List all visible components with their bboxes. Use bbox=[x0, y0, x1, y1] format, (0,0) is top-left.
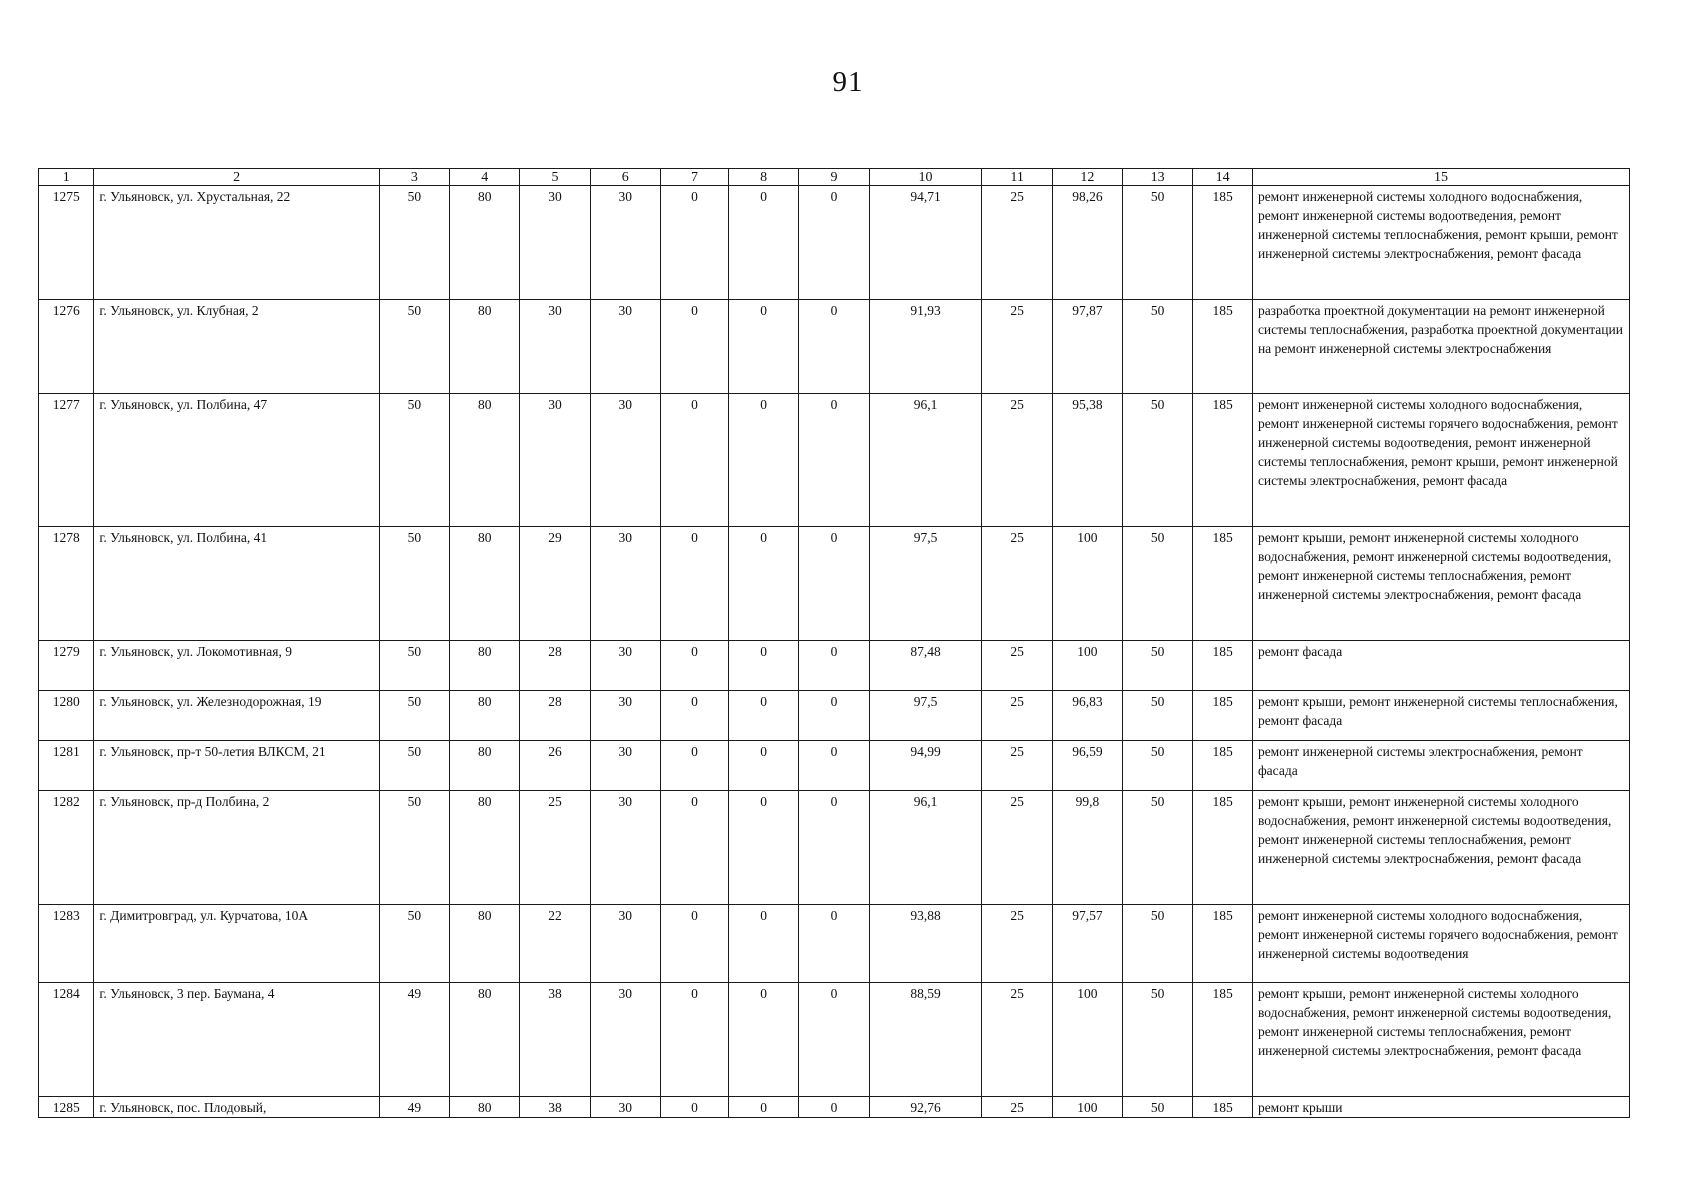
works-table bbox=[38, 168, 1630, 1118]
value-cell: 80 bbox=[450, 641, 520, 691]
value-cell: 80 bbox=[450, 691, 520, 741]
table-row bbox=[39, 394, 1630, 527]
column-header: 6 bbox=[590, 169, 660, 186]
column-header: 14 bbox=[1193, 169, 1253, 186]
value-cell: 28 bbox=[520, 641, 590, 691]
value-cell: 0 bbox=[660, 791, 728, 905]
value-cell: 88,59 bbox=[869, 983, 982, 1097]
works-cell: разработка проектной документации на ремонт инженерной системы теплоснабжения, разработка проектной документации на ремонт инженерной системы электроснабжения bbox=[1252, 300, 1629, 394]
row-number-cell: 1282 bbox=[39, 791, 94, 905]
value-cell: 97,5 bbox=[869, 691, 982, 741]
value-cell: 0 bbox=[660, 186, 728, 300]
value-cell: 30 bbox=[590, 527, 660, 641]
row-number-cell: 1276 bbox=[39, 300, 94, 394]
address-cell: г. Ульяновск, ул. Клубная, 2 bbox=[94, 300, 379, 394]
value-cell: 100 bbox=[1052, 983, 1122, 1097]
value-cell: 25 bbox=[982, 691, 1052, 741]
value-cell: 96,1 bbox=[869, 394, 982, 527]
value-cell: 30 bbox=[590, 1097, 660, 1118]
value-cell: 0 bbox=[799, 691, 869, 741]
value-cell: 25 bbox=[520, 791, 590, 905]
row-number-cell: 1280 bbox=[39, 691, 94, 741]
value-cell: 50 bbox=[1123, 1097, 1193, 1118]
value-cell: 80 bbox=[450, 186, 520, 300]
column-header: 2 bbox=[94, 169, 379, 186]
value-cell: 185 bbox=[1193, 983, 1253, 1097]
column-header: 13 bbox=[1123, 169, 1193, 186]
value-cell: 25 bbox=[982, 741, 1052, 791]
table-row bbox=[39, 1097, 1630, 1118]
value-cell: 49 bbox=[379, 983, 449, 1097]
value-cell: 185 bbox=[1193, 791, 1253, 905]
table-row bbox=[39, 300, 1630, 394]
column-header: 3 bbox=[379, 169, 449, 186]
value-cell: 80 bbox=[450, 394, 520, 527]
address-cell: г. Ульяновск, ул. Полбина, 47 bbox=[94, 394, 379, 527]
row-number-cell: 1284 bbox=[39, 983, 94, 1097]
value-cell: 30 bbox=[520, 394, 590, 527]
header-row bbox=[39, 169, 1630, 186]
value-cell: 0 bbox=[729, 983, 799, 1097]
value-cell: 50 bbox=[1123, 394, 1193, 527]
works-cell: ремонт инженерной системы электроснабжения, ремонт фасада bbox=[1252, 741, 1629, 791]
value-cell: 80 bbox=[450, 791, 520, 905]
row-number-cell: 1281 bbox=[39, 741, 94, 791]
page-number: 91 bbox=[832, 66, 864, 98]
address-cell: г. Ульяновск, пос. Плодовый, bbox=[94, 1097, 379, 1118]
row-number-cell: 1285 bbox=[39, 1097, 94, 1118]
value-cell: 0 bbox=[660, 691, 728, 741]
value-cell: 97,87 bbox=[1052, 300, 1122, 394]
table-row bbox=[39, 691, 1630, 741]
value-cell: 185 bbox=[1193, 527, 1253, 641]
value-cell: 0 bbox=[729, 905, 799, 983]
value-cell: 0 bbox=[660, 394, 728, 527]
column-header: 4 bbox=[450, 169, 520, 186]
value-cell: 185 bbox=[1193, 186, 1253, 300]
value-cell: 185 bbox=[1193, 691, 1253, 741]
value-cell: 25 bbox=[982, 186, 1052, 300]
value-cell: 80 bbox=[450, 983, 520, 1097]
row-number-cell: 1283 bbox=[39, 905, 94, 983]
value-cell: 30 bbox=[590, 905, 660, 983]
address-cell: г. Ульяновск, пр-т 50-летия ВЛКСМ, 21 bbox=[94, 741, 379, 791]
value-cell: 80 bbox=[450, 1097, 520, 1118]
value-cell: 30 bbox=[520, 300, 590, 394]
value-cell: 0 bbox=[799, 905, 869, 983]
address-cell: г. Ульяновск, ул. Полбина, 41 bbox=[94, 527, 379, 641]
value-cell: 0 bbox=[799, 641, 869, 691]
value-cell: 92,76 bbox=[869, 1097, 982, 1118]
table-row bbox=[39, 905, 1630, 983]
value-cell: 0 bbox=[729, 791, 799, 905]
row-number-cell: 1277 bbox=[39, 394, 94, 527]
works-cell: ремонт крыши, ремонт инженерной системы холодного водоснабжения, ремонт инженерной системы водоотведения, ремонт инженерной системы теплоснабжения, ремонт инженерной системы электроснабжения, ремонт фасада bbox=[1252, 791, 1629, 905]
column-header: 10 bbox=[869, 169, 982, 186]
value-cell: 25 bbox=[982, 983, 1052, 1097]
value-cell: 30 bbox=[590, 691, 660, 741]
value-cell: 30 bbox=[590, 641, 660, 691]
value-cell: 97,5 bbox=[869, 527, 982, 641]
value-cell: 80 bbox=[450, 300, 520, 394]
value-cell: 0 bbox=[660, 1097, 728, 1118]
value-cell: 26 bbox=[520, 741, 590, 791]
works-cell: ремонт фасада bbox=[1252, 641, 1629, 691]
value-cell: 0 bbox=[799, 741, 869, 791]
value-cell: 96,83 bbox=[1052, 691, 1122, 741]
value-cell: 0 bbox=[799, 394, 869, 527]
value-cell: 80 bbox=[450, 905, 520, 983]
value-cell: 50 bbox=[379, 527, 449, 641]
value-cell: 25 bbox=[982, 527, 1052, 641]
value-cell: 49 bbox=[379, 1097, 449, 1118]
table-row bbox=[39, 527, 1630, 641]
value-cell: 100 bbox=[1052, 1097, 1122, 1118]
column-header: 9 bbox=[799, 169, 869, 186]
value-cell: 50 bbox=[1123, 983, 1193, 1097]
value-cell: 0 bbox=[799, 1097, 869, 1118]
value-cell: 25 bbox=[982, 641, 1052, 691]
value-cell: 185 bbox=[1193, 905, 1253, 983]
value-cell: 0 bbox=[799, 791, 869, 905]
value-cell: 28 bbox=[520, 691, 590, 741]
works-cell: ремонт инженерной системы холодного водоснабжения, ремонт инженерной системы горячего водоснабжения, ремонт инженерной системы водоотведения, ремонт инженерной системы теплоснабжения, ремонт крыши, ремонт инженерной системы электроснабжения, ремонт фасада bbox=[1252, 394, 1629, 527]
value-cell: 50 bbox=[1123, 527, 1193, 641]
value-cell: 185 bbox=[1193, 741, 1253, 791]
table-row bbox=[39, 791, 1630, 905]
value-cell: 0 bbox=[729, 394, 799, 527]
value-cell: 0 bbox=[799, 186, 869, 300]
value-cell: 30 bbox=[590, 741, 660, 791]
column-header: 11 bbox=[982, 169, 1052, 186]
address-cell: г. Ульяновск, ул. Железнодорожная, 19 bbox=[94, 691, 379, 741]
value-cell: 100 bbox=[1052, 527, 1122, 641]
value-cell: 50 bbox=[1123, 300, 1193, 394]
value-cell: 50 bbox=[379, 186, 449, 300]
value-cell: 94,99 bbox=[869, 741, 982, 791]
value-cell: 50 bbox=[379, 300, 449, 394]
value-cell: 0 bbox=[729, 641, 799, 691]
address-cell: г. Ульяновск, ул. Хрустальная, 22 bbox=[94, 186, 379, 300]
address-cell: г. Ульяновск, ул. Локомотивная, 9 bbox=[94, 641, 379, 691]
value-cell: 0 bbox=[729, 300, 799, 394]
row-number-cell: 1278 bbox=[39, 527, 94, 641]
value-cell: 50 bbox=[379, 641, 449, 691]
value-cell: 30 bbox=[590, 983, 660, 1097]
value-cell: 98,26 bbox=[1052, 186, 1122, 300]
table-row bbox=[39, 983, 1630, 1097]
value-cell: 93,88 bbox=[869, 905, 982, 983]
value-cell: 0 bbox=[660, 527, 728, 641]
value-cell: 95,38 bbox=[1052, 394, 1122, 527]
value-cell: 30 bbox=[590, 300, 660, 394]
value-cell: 185 bbox=[1193, 394, 1253, 527]
value-cell: 50 bbox=[379, 905, 449, 983]
value-cell: 0 bbox=[660, 741, 728, 791]
works-cell: ремонт крыши, ремонт инженерной системы холодного водоснабжения, ремонт инженерной системы водоотведения, ремонт инженерной системы теплоснабжения, ремонт инженерной системы электроснабжения, ремонт фасада bbox=[1252, 527, 1629, 641]
value-cell: 87,48 bbox=[869, 641, 982, 691]
row-number-cell: 1279 bbox=[39, 641, 94, 691]
value-cell: 50 bbox=[379, 741, 449, 791]
value-cell: 185 bbox=[1193, 641, 1253, 691]
value-cell: 0 bbox=[660, 983, 728, 1097]
value-cell: 0 bbox=[729, 186, 799, 300]
value-cell: 25 bbox=[982, 300, 1052, 394]
table-row bbox=[39, 741, 1630, 791]
value-cell: 0 bbox=[799, 527, 869, 641]
value-cell: 50 bbox=[1123, 691, 1193, 741]
value-cell: 38 bbox=[520, 983, 590, 1097]
address-cell: г. Димитровград, ул. Курчатова, 10А bbox=[94, 905, 379, 983]
value-cell: 100 bbox=[1052, 641, 1122, 691]
value-cell: 25 bbox=[982, 394, 1052, 527]
value-cell: 38 bbox=[520, 1097, 590, 1118]
value-cell: 50 bbox=[379, 791, 449, 905]
value-cell: 25 bbox=[982, 791, 1052, 905]
value-cell: 29 bbox=[520, 527, 590, 641]
works-cell: ремонт инженерной системы холодного водоснабжения, ремонт инженерной системы водоотведения, ремонт инженерной системы теплоснабжения, ремонт крыши, ремонт инженерной системы электроснабжения, ремонт фасада bbox=[1252, 186, 1629, 300]
value-cell: 97,57 bbox=[1052, 905, 1122, 983]
row-number-cell: 1275 bbox=[39, 186, 94, 300]
value-cell: 96,59 bbox=[1052, 741, 1122, 791]
column-header: 7 bbox=[660, 169, 728, 186]
works-cell: ремонт крыши, ремонт инженерной системы теплоснабжения, ремонт фасада bbox=[1252, 691, 1629, 741]
value-cell: 0 bbox=[799, 983, 869, 1097]
works-cell: ремонт крыши bbox=[1252, 1097, 1629, 1118]
value-cell: 25 bbox=[982, 905, 1052, 983]
value-cell: 50 bbox=[1123, 791, 1193, 905]
works-cell: ремонт инженерной системы холодного водоснабжения, ремонт инженерной системы горячего водоснабжения, ремонт инженерной системы водоотведения bbox=[1252, 905, 1629, 983]
address-cell: г. Ульяновск, 3 пер. Баумана, 4 bbox=[94, 983, 379, 1097]
column-header: 5 bbox=[520, 169, 590, 186]
value-cell: 50 bbox=[379, 691, 449, 741]
value-cell: 50 bbox=[1123, 905, 1193, 983]
value-cell: 0 bbox=[729, 741, 799, 791]
value-cell: 22 bbox=[520, 905, 590, 983]
column-header: 12 bbox=[1052, 169, 1122, 186]
value-cell: 91,93 bbox=[869, 300, 982, 394]
value-cell: 185 bbox=[1193, 300, 1253, 394]
column-header: 8 bbox=[729, 169, 799, 186]
value-cell: 25 bbox=[982, 1097, 1052, 1118]
value-cell: 30 bbox=[590, 186, 660, 300]
column-header: 1 bbox=[39, 169, 94, 186]
value-cell: 50 bbox=[379, 394, 449, 527]
value-cell: 50 bbox=[1123, 741, 1193, 791]
value-cell: 50 bbox=[1123, 641, 1193, 691]
value-cell: 94,71 bbox=[869, 186, 982, 300]
value-cell: 96,1 bbox=[869, 791, 982, 905]
value-cell: 0 bbox=[660, 300, 728, 394]
value-cell: 0 bbox=[729, 691, 799, 741]
value-cell: 30 bbox=[590, 791, 660, 905]
value-cell: 0 bbox=[799, 300, 869, 394]
value-cell: 80 bbox=[450, 527, 520, 641]
value-cell: 30 bbox=[590, 394, 660, 527]
table-row bbox=[39, 186, 1630, 300]
value-cell: 50 bbox=[1123, 186, 1193, 300]
table-row bbox=[39, 641, 1630, 691]
value-cell: 30 bbox=[520, 186, 590, 300]
value-cell: 0 bbox=[660, 641, 728, 691]
value-cell: 0 bbox=[729, 1097, 799, 1118]
column-header: 15 bbox=[1252, 169, 1629, 186]
works-cell: ремонт крыши, ремонт инженерной системы холодного водоснабжения, ремонт инженерной системы водоотведения, ремонт инженерной системы теплоснабжения, ремонт инженерной системы электроснабжения, ремонт фасада bbox=[1252, 983, 1629, 1097]
value-cell: 0 bbox=[660, 905, 728, 983]
address-cell: г. Ульяновск, пр-д Полбина, 2 bbox=[94, 791, 379, 905]
value-cell: 185 bbox=[1193, 1097, 1253, 1118]
value-cell: 99,8 bbox=[1052, 791, 1122, 905]
value-cell: 0 bbox=[729, 527, 799, 641]
value-cell: 80 bbox=[450, 741, 520, 791]
